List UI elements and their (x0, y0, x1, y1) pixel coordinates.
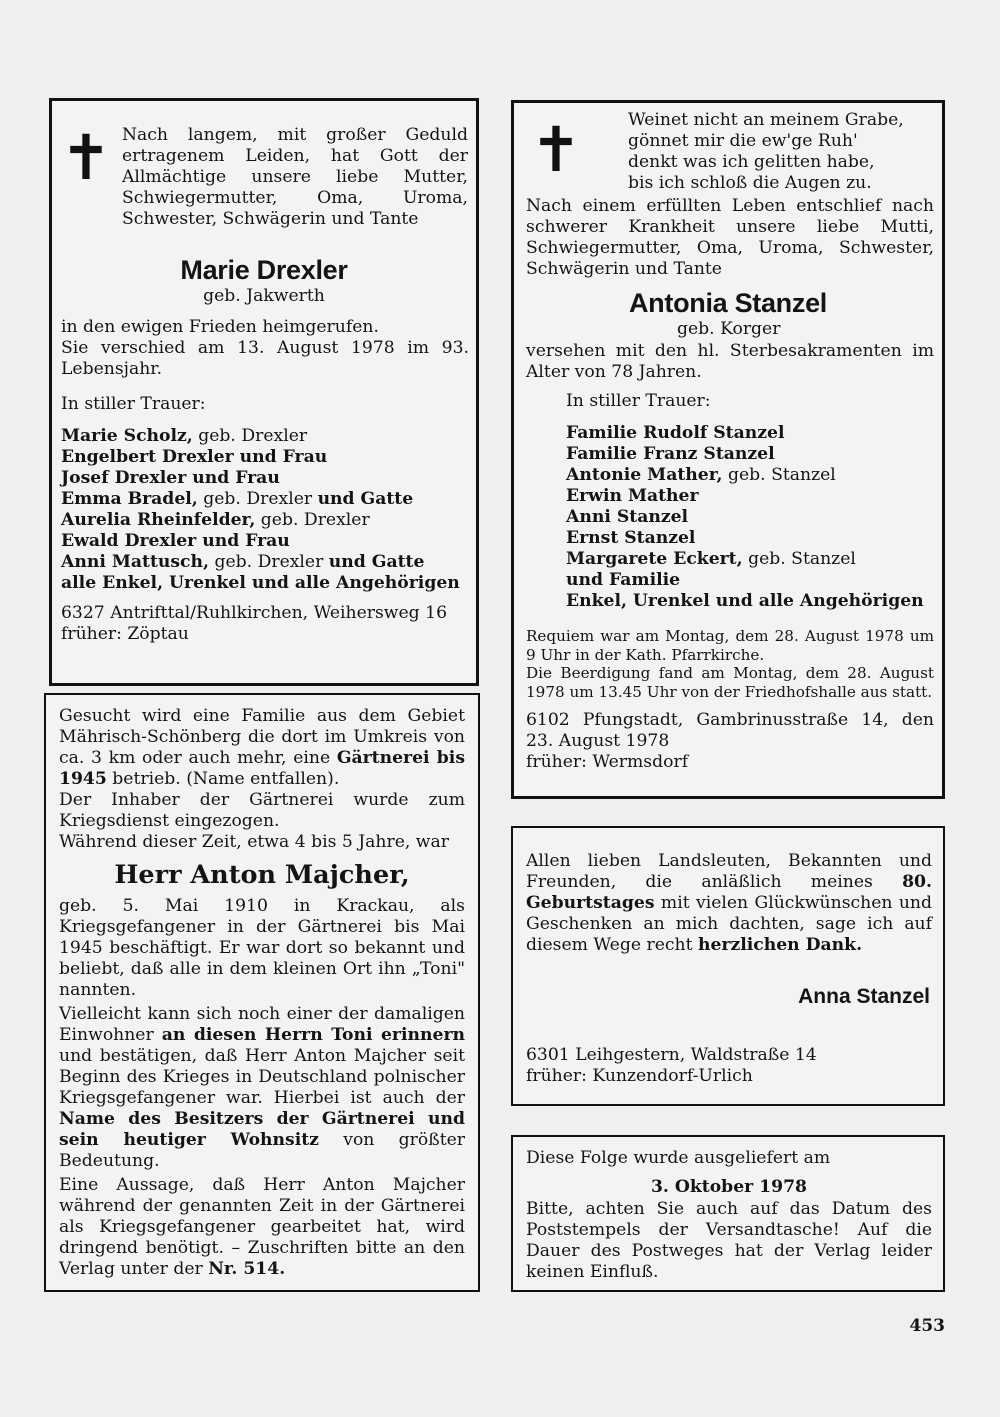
requiem-info: Requiem war am Montag, dem 28. August 1978 um 9 Uhr in der Kath. Pfarrkirche. (526, 627, 934, 664)
former-residence: früher: Wermsdorf (526, 752, 689, 772)
obituary-intro: Nach einem erfüllten Leben entschlief nach schwerer Krankheit unsere liebe Mutti, Schwiegermutter, Oma, Uroma, Schwester, Schwägerin und Tante (526, 196, 934, 279)
delivery-notice (511, 1135, 945, 1292)
mourner-list (61, 426, 469, 594)
page-number: 453 (909, 1316, 945, 1336)
notice-paragraph: Der Inhaber der Gärtnerei wurde zum Kriegsdienst eingezogen. (59, 790, 465, 831)
former-residence: früher: Zöptau (61, 624, 189, 644)
notice-paragraph: geb. 5. Mai 1910 in Krackau, als Kriegsgefangener in der Gärtnerei bis Mai 1945 beschäftigt. Er war dort so bekannt und beliebt, daß alle in dem kleinen Ort ihn „Toni" nannten. (59, 896, 465, 1000)
thanks-text: Allen lieben Landsleuten, Bekannten und Freunden, die anläßlich meines 80. Geburtstages mit vielen Glückwünschen und Geschenken an mich dachten, sage ich auf diesem Wege recht herzlichen Dank. (526, 851, 932, 955)
person-name: Herr Anton Majcher, (114, 860, 410, 890)
poem-line: Weinet nicht an meinem Grabe, (628, 110, 904, 130)
list-item: Aurelia Rheinfelder, geb. Drexler (61, 510, 370, 530)
latin-cross-icon: ✝ (530, 113, 582, 186)
delivery-date: 3. Oktober 1978 (650, 1177, 808, 1197)
poem-line: gönnet mir die ew'ge Ruh' (628, 131, 858, 151)
notice-paragraph: Gesucht wird eine Familie aus dem Gebiet Mährisch-Schönberg die dort im Umkreis von ca. 3 km oder auch mehr, eine Gärtnerei bis 1945 betrieb. (Name entfallen). (59, 706, 466, 789)
notice-paragraph: Eine Aussage, daß Herr Anton Majcher während der genannten Zeit in der Gärtnerei als Kriegsgefangener gearbeitet hat, wird dringend benötigt. – Zuschriften bitte an den Verlag unter der Nr. 514. (59, 1175, 465, 1279)
list-item: Erwin Mather (566, 486, 699, 506)
list-item: Familie Rudolf Stanzel (566, 423, 785, 443)
signature-name: Anna Stanzel (798, 985, 930, 1008)
maiden-name: geb. Jakwerth (203, 286, 325, 306)
delivery-line: Diese Folge wurde ausgeliefert am (526, 1148, 831, 1168)
obituary-intro: Nach langem, mit großer Geduld ertragenem Leiden, hat Gott der Allmächtige unsere liebe Mutter, Schwiegermutter, Oma, Uroma, Schwester, Schwägerin und Tante (122, 125, 468, 229)
list-item: Familie Franz Stanzel (566, 444, 775, 464)
list-item: Josef Drexler und Frau (61, 468, 280, 488)
list-item: Engelbert Drexler und Frau (61, 447, 328, 467)
former-residence: früher: Kunzendorf-Urlich (526, 1066, 753, 1086)
funeral-info: Die Beerdigung fand am Montag, dem 28. August 1978 um 13.45 Uhr von der Friedhofshalle aus statt. (526, 664, 934, 701)
list-item: Enkel, Urenkel und alle Angehörigen (566, 591, 924, 611)
latin-cross-icon: ✝ (60, 121, 112, 194)
mourner-list (566, 423, 936, 612)
deceased-name: Antonia Stanzel (628, 288, 827, 318)
list-item: Antonie Mather, geb. Stanzel (566, 465, 836, 485)
mourning-label: In stiller Trauer: (61, 394, 206, 414)
search-notice-anton-majcher (44, 693, 480, 1292)
poem-line: denkt was ich gelitten habe, (628, 152, 875, 172)
obituary-date: Sie verschied am 13. August 1978 im 93. Lebensjahr. (61, 338, 469, 379)
poem-line: bis ich schloß die Augen zu. (628, 173, 872, 193)
delivery-text: Bitte, achten Sie auch auf das Datum des Poststempels der Versandtasche! Auf die Dauer des Postweges hat der Verlag leider keinen Einfluß. (526, 1199, 932, 1282)
poem (628, 110, 938, 194)
list-item: Emma Bradel, geb. Drexler und Gatte (61, 489, 414, 509)
address: 6102 Pfungstadt, Gambrinusstraße 14, den 23. August 1978 (526, 710, 934, 751)
list-item: alle Enkel, Urenkel und alle Angehörigen (61, 573, 460, 593)
obituary-marie-drexler (49, 98, 479, 686)
maiden-name: geb. Korger (677, 319, 781, 339)
address: 6327 Antrifttal/Ruhlkirchen, Weihersweg 16 (61, 603, 448, 623)
thank-you-notice-anna-stanzel (511, 826, 945, 1106)
list-item: Margarete Eckert, geb. Stanzel (566, 549, 856, 569)
deceased-name: Marie Drexler (180, 255, 348, 285)
list-item: Ernst Stanzel (566, 528, 696, 548)
list-item: Ewald Drexler und Frau (61, 531, 290, 551)
obituary-antonia-stanzel (511, 100, 945, 799)
list-item: Anni Stanzel (566, 507, 689, 527)
address: 6301 Leihgestern, Waldstraße 14 (526, 1045, 817, 1065)
notice-paragraph: Vielleicht kann sich noch einer der damaligen Einwohner an diesen Herrn Toni erinnern und bestätigen, daß Herr Anton Majcher seit Beginn des Krieges in Deutschland polnischer Kriegsgefangener war. Hierbei ist auch der Name des Besitzers der Gärtnerei und sein heutiger Wohnsitz von größter Bedeutung. (59, 1004, 465, 1171)
mourning-label: In stiller Trauer: (566, 391, 711, 411)
obituary-text: versehen mit den hl. Sterbesakramenten im Alter von 78 Jahren. (526, 341, 934, 382)
obituary-text: in den ewigen Frieden heimgerufen. (61, 317, 379, 337)
list-item: Marie Scholz, geb. Drexler (61, 426, 308, 446)
list-item: und Familie (566, 570, 681, 590)
notice-paragraph: Während dieser Zeit, etwa 4 bis 5 Jahre, war (59, 832, 449, 852)
list-item: Anni Mattusch, geb. Drexler und Gatte (61, 552, 425, 572)
